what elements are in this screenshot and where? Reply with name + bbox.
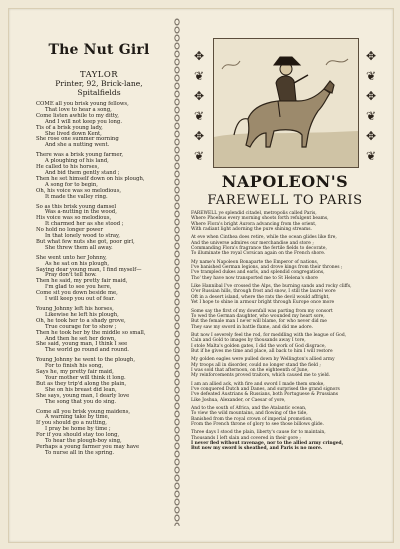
left-column: [36, 42, 162, 457]
song-lyrics: [36, 102, 162, 457]
napoleon-on-horse-engraving: [213, 38, 359, 168]
header-illustration: [191, 38, 379, 168]
ballad-line: I never fled without ravenage, nor to the allied army cringed,: [191, 441, 344, 447]
lyric-line: Perhaps a young farmer you may have: [36, 443, 140, 450]
lyric-line: He called to his horses,: [36, 164, 100, 171]
ballad-line: But now I severely feel the rod, for meddling with the league of God,: [191, 332, 347, 338]
ballad-line: With radiant light adorning the pure shining streams.: [191, 227, 312, 233]
lyric-line: Oh, his voice was so melodious,: [36, 187, 122, 194]
lyric-line: And she a nutting went.: [45, 142, 110, 149]
lyric-line: Then he said, my pretty fair maid,: [36, 278, 128, 285]
ballad-line: To illuminate the royal Corsican again on the French shore.: [191, 251, 326, 257]
lyric-line: Your mother will think it long.: [45, 374, 126, 381]
lyric-line: Oh, he took her to a shady grove,: [36, 317, 126, 324]
ballad-line: And the universe admires our merchandise and store ;: [191, 240, 314, 246]
lyric-line: Come listen awhile to my ditty,: [36, 112, 119, 119]
ballad-line: I stole Malta's golden gates, I did the work of God disgrace,: [191, 343, 326, 349]
printer-imprint: [36, 70, 162, 97]
lyric-line: She went unto her Johnny,: [36, 254, 107, 261]
lyric-line: Says he, my pretty fair maid,: [36, 369, 114, 376]
ballad-line: Commanding Flora's fragrance the fertile fields to decorate,: [191, 246, 327, 252]
printer-address: Printer, 92, Brick-lane, Spitalfields: [55, 79, 143, 97]
lyric-line: She threw them all away.: [45, 244, 113, 251]
lyric-line: She rose one summer morning: [36, 136, 119, 143]
ballad-line: Banished from the royal crown of imperial promotion,: [191, 416, 313, 422]
lyric-line: If you should go a nutting,: [36, 420, 107, 427]
ballad-line: Where Flora's bright Aurora advancing from the orient,: [191, 221, 317, 227]
lyric-line: The world go round and round.: [45, 347, 129, 354]
ballad-line: But if he gives me time and place, all back to him I will restore: [191, 348, 333, 354]
ballad-title: NAPOLEON'S: [221, 172, 349, 191]
ballad-line: Tho' they have now transported me to St Helena's shore: [191, 275, 318, 281]
lyric-line: Tis of a brisk young lady,: [36, 124, 103, 131]
lyric-line: Likewise he left his plough,: [45, 311, 119, 318]
lyric-line: A ploughing of his land,: [45, 158, 109, 165]
ballad-line: O'er Russian hills, through frost and snow, I still the laurel wore: [191, 289, 336, 295]
lyric-line: For to finish his song,: [45, 363, 104, 370]
ballad-line: But the female man I ne'er will blame, for who never did me: [191, 319, 327, 325]
lyric-line: I pray be home by time ;: [45, 426, 111, 433]
lyric-line: True courage for to show ;: [45, 323, 117, 330]
ballad-text: [191, 211, 379, 452]
ballad-line: From the French throne of glory to see those billows glide.: [191, 422, 324, 428]
lyric-line: A song for to begin,: [45, 181, 98, 188]
ballad-line: Oft in a desert island, where the rats the devil would affright,: [191, 294, 330, 300]
lyric-line: But as they trip'd along the plain,: [36, 380, 127, 387]
lyric-line: So as this brisk young damsel: [36, 203, 117, 210]
ballad-line: FAREWELL ye splendid citadel, metropolis called Paris,: [191, 211, 317, 216]
song-title: The Nut Girl: [48, 42, 150, 58]
ballad-line: Some say the first of my downfall was parting from my consort: [191, 308, 333, 314]
ballad-line: I've defeated Austrians & Russians, both Portuguese & Prussians: [191, 392, 339, 398]
lyric-line: I will keep you out of fear.: [45, 296, 116, 303]
printer-name: TAYLOR: [79, 69, 119, 79]
lyric-line: Was a-nutting in the wood,: [45, 209, 117, 216]
lyric-line: His voice was so melodious,: [36, 215, 112, 222]
lyric-line: She lived down Kent,: [45, 130, 102, 137]
ballad-subtitle: FAREWELL TO PARIS: [207, 193, 363, 208]
lyric-line: To hear the plough-boy sing,: [45, 438, 122, 445]
lyric-line: Come all you brisk young maidens,: [36, 408, 131, 415]
ballad-line: Thousands I left slain and covered in their gore ;: [191, 435, 301, 441]
lyric-line: She on his breast did lean,: [45, 386, 117, 393]
lyric-line: She said, young man, I think I see: [36, 341, 128, 348]
lyric-line: Then he took her by the middle so small,: [36, 329, 146, 336]
lyric-line: For if you should stay too long,: [36, 432, 120, 439]
ballad-line: My name's Napoleon Bonaparte the Emperor of nations,: [191, 259, 319, 265]
ballad-line: To wed the German daughter, who wounded my heart sore,: [191, 313, 325, 319]
lyric-line: Saying dear young man, I find myself—: [36, 266, 142, 273]
ballad-line: I am an allied ack, with fire and sword I made them smoke,: [191, 381, 325, 387]
lyric-line: And then he set her down,: [45, 335, 116, 342]
lyric-line: COME all you brisk young fellows,: [36, 101, 129, 107]
ballad-line: To view the wild mountains, and flowing of the tide,: [191, 411, 308, 417]
ballad-line: My golden eagles were pulled down by Wellington's allied army: [191, 357, 335, 363]
ballad-line: But now my sword is sheathed, and Paris is no more.: [191, 446, 323, 452]
lyric-line: But what few nuts she got, poor girl,: [36, 238, 135, 245]
lyric-line: There was a brisk young farmer,: [36, 152, 124, 159]
ballad-line: Like Joshua, Alexander, or Caesar of yore,: [191, 397, 286, 403]
ballad-line: My troops all in disorder, could no longer stand the field ;: [191, 362, 321, 368]
ballad-line: Where Phoebus every morning shoots forth refulgent beams,: [191, 216, 329, 222]
ballad-line: I've conquered Dutch and Danes, and surprised the grand signors: [191, 386, 340, 392]
lyric-line: She says, young man, I dearly love: [36, 392, 130, 399]
lyric-line: And I will not keep you long.: [45, 118, 122, 125]
ballad-line: Cain and Gold to images by thousands away I tore,: [191, 338, 306, 344]
ballad-line: I've trampled dukes and earls, and splendid congregations,: [191, 270, 325, 276]
ornament-left: ✥ ❦ ✥ ❦ ✥ ❦: [193, 49, 205, 163]
ballad-line: Yet I hope to shine in armour bright through Europe once more: [191, 300, 335, 306]
ballad-line: Three days I stood the plain, liberty's cause for to maintain,: [191, 430, 326, 436]
lyric-line: The song that you do sing.: [45, 398, 117, 405]
ballad-line: They saw my sword in battle flame, and did me adore.: [191, 324, 314, 330]
lyric-line: It charmed her as she stood ;: [45, 221, 124, 228]
lyric-line: Pray don't tell how.: [45, 272, 97, 279]
ballad-line: At eve when Cinthea does retire, while the ocean glides like fire,: [191, 235, 337, 241]
lyric-line: That love to hear a song,: [45, 106, 112, 113]
lyric-line: No hold no longer power: [36, 227, 103, 234]
lyric-line: Young Johnny left his horses,: [36, 306, 114, 312]
ornament-right: ✥ ❦ ✥ ❦ ✥ ❦: [365, 49, 377, 163]
lyric-line: Young Johnny he went to the plough,: [36, 357, 135, 364]
ballad-line: I was sold that afternoon, on the eighteenth of June,: [191, 367, 309, 373]
lyric-line: I'm glad to see you here,: [45, 284, 112, 291]
lyric-line: And bid them gently stand ;: [45, 169, 120, 176]
lyric-line: In that lonely wood to stray,: [45, 233, 120, 240]
lyric-line: As he sat on his plough,: [45, 260, 110, 267]
lyric-line: It made the valley ring.: [45, 193, 108, 200]
right-column: [191, 38, 379, 452]
lyric-line: Then he set himself down on his plough,: [36, 175, 145, 182]
lyric-line: To nurse all in the spring.: [45, 449, 115, 456]
lyric-line: Come sit you down beside me,: [36, 290, 118, 297]
ballad-line: My reinforcements proved traitors, which caused me to yield.: [191, 373, 331, 379]
ballad-line: And to the south of Africa, and the Atalantic ocean,: [191, 406, 307, 411]
ballad-line: I've banished German legions, and drove kings from their thrones ;: [191, 265, 343, 271]
chain-divider: [172, 18, 182, 526]
ballad-line: Like Hannibal I've crossed the Alps, the burning sands and rocky cliffs,: [191, 284, 352, 290]
lyric-line: A warning take by time,: [45, 414, 110, 421]
